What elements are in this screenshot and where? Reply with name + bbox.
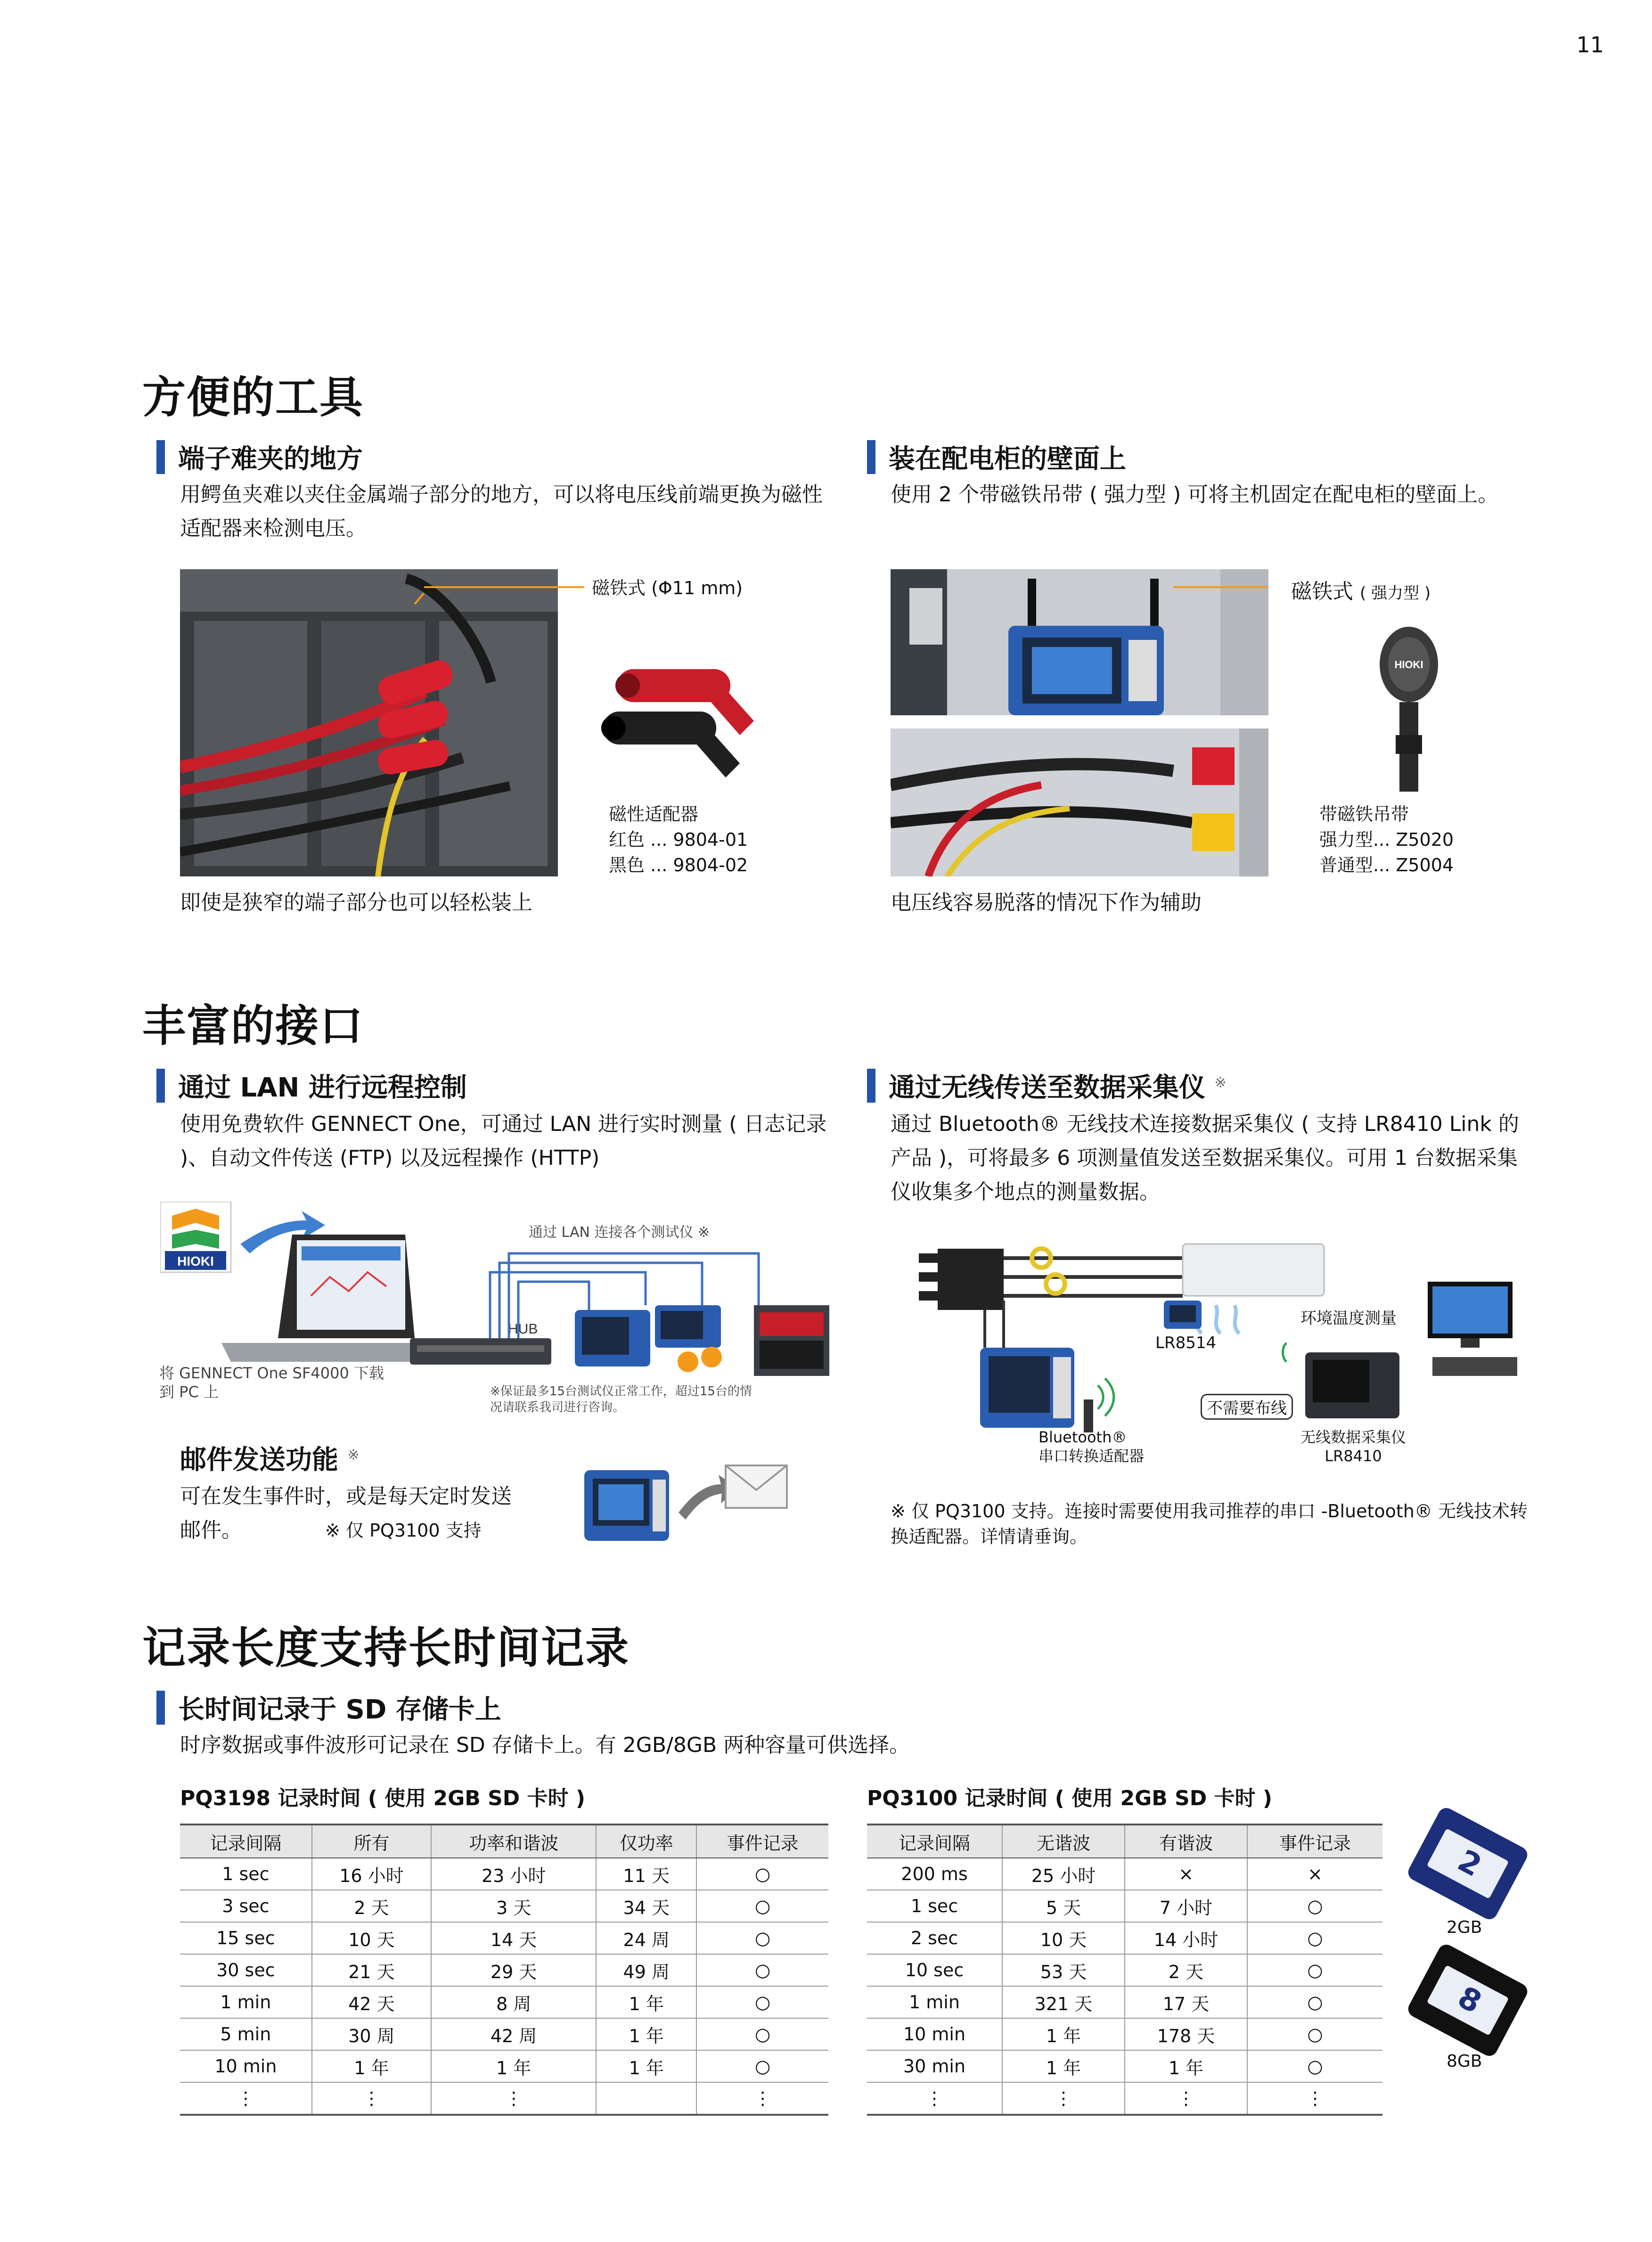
terminal-callout-line	[424, 586, 584, 588]
strap-logo: HIOKI	[1394, 659, 1423, 671]
logger-label	[1300, 1428, 1406, 1465]
table-cell: 3 天	[431, 1890, 596, 1922]
table-cell: 3 sec	[180, 1890, 312, 1922]
bt-adapter-line1: Bluetooth®	[1039, 1428, 1127, 1446]
table-row	[180, 2018, 828, 2050]
table-cell: 15 sec	[180, 1922, 312, 1954]
table-cell: 1 min	[867, 1986, 1002, 2018]
section-title-interface: 丰富的接口	[142, 1001, 364, 1051]
heading-terminal: 端子难夹的地方	[156, 438, 363, 476]
table-cell: 30 周	[312, 2018, 431, 2050]
table-cell: 5 min	[180, 2018, 312, 2050]
table-row	[867, 2082, 1382, 2115]
sd-card-8gb-text: 8	[1452, 1980, 1487, 2021]
terminal-text: 用鳄鱼夹难以夹住金属端子部分的地方，可以将电压线前端更换为磁性适配器来检测电压。	[180, 483, 823, 540]
table-cell: 1 sec	[867, 1890, 1002, 1922]
table-row	[867, 1890, 1382, 1922]
table-row	[867, 1954, 1382, 1986]
strap-spec-normal: 普通型... Z5004	[1319, 855, 1454, 876]
table-cell: 7 小时	[1125, 1890, 1247, 1922]
table-cell: 49 周	[596, 1954, 696, 1986]
table-header-cell: 有谐波	[1125, 1825, 1247, 1858]
table-cell: 29 天	[431, 1954, 596, 1986]
table-cell: ⋮	[1125, 2082, 1247, 2115]
magnet-callout: 磁铁式 (Φ11 mm)	[592, 578, 743, 598]
table-cell: 2 天	[312, 1890, 431, 1922]
table-row	[180, 1922, 828, 1954]
table-row	[180, 1954, 828, 1986]
table-row	[180, 2050, 828, 2082]
wireless-diagram	[919, 1235, 1522, 1463]
strap-callout-sub: ( 强力型 )	[1360, 584, 1431, 603]
mail-diagram	[584, 1456, 792, 1552]
table-cell: 14 天	[431, 1922, 596, 1954]
table-cell: 1 年	[596, 2050, 696, 2082]
lan-connect-label: 通过 LAN 连接各个测试仪 ※	[529, 1224, 710, 1241]
heading-wireless	[867, 1067, 1227, 1105]
table-cell: 11 天	[596, 1858, 696, 1890]
table-header-cell: 事件记录	[1247, 1825, 1382, 1858]
strap-spec-strong: 强力型... Z5020	[1319, 829, 1454, 850]
table-cell: 25 小时	[1002, 1858, 1125, 1890]
table-cell: 10 min	[867, 2018, 1002, 2050]
table-pq3100	[867, 1824, 1382, 2116]
magnetic-adapter-image	[589, 641, 777, 784]
adapter-spec-title: 磁性适配器	[609, 804, 699, 825]
table-cell: 53 天	[1002, 1954, 1125, 1986]
table-cell: 200 ms	[867, 1858, 1002, 1890]
table-cell: ○	[696, 2018, 828, 2050]
table-cell: 1 sec	[180, 1858, 312, 1890]
table-cell: ○	[1247, 2050, 1382, 2082]
table-header-cell: 记录间隔	[180, 1825, 312, 1858]
table-cell: 10 sec	[867, 1954, 1002, 1986]
table-cell: 42 天	[312, 1986, 431, 2018]
wireless-text: 通过 Bluetooth® 无线技术连接数据采集仪 ( 支持 LR8410 Link 的产品 )，可将最多 6 项测量值发送至数据采集仪。可用 1 台数据采集仪收集多个地点的测量数据。	[891, 1112, 1519, 1204]
lan-note: ※保证最多15台测试仪正常工作，超过15台的情况请联系我司进行咨询。	[490, 1384, 752, 1415]
table-cell: 24 周	[596, 1922, 696, 1954]
lan-download-text: 将 GENNECT One SF4000 下载到 PC 上	[159, 1364, 384, 1401]
table2-title: PQ3100 记录时间 ( 使用 2GB SD 卡时 )	[867, 1786, 1273, 1810]
table-row	[180, 1890, 828, 1922]
table-cell: ×	[1125, 1858, 1247, 1890]
wall-mount-text: 使用 2 个带磁铁吊带 ( 强力型 ) 可将主机固定在配电柜的壁面上。	[891, 483, 1499, 507]
table-cell: 1 年	[1125, 2050, 1247, 2082]
table-cell: 16 小时	[312, 1858, 431, 1890]
table-row	[867, 1922, 1382, 1954]
table-cell: ○	[696, 1890, 828, 1922]
table-cell: 10 min	[180, 2050, 312, 2082]
terminal-caption: 即使是狭窄的端子部分也可以轻松装上	[180, 891, 532, 915]
table-cell: ○	[1247, 1922, 1382, 1954]
wireless-note: ※ 仅 PQ3100 支持。连接时需要使用我司推荐的串口 -Bluetooth® 无线技术转换适配器。详情请垂询。	[891, 1501, 1528, 1547]
table-cell: 34 天	[596, 1890, 696, 1922]
table-cell: 1 年	[312, 2050, 431, 2082]
table-cell: ⋮	[867, 2082, 1002, 2115]
section-title-recording: 记录长度支持长时间记录	[142, 1623, 630, 1673]
table-cell: 8 周	[431, 1986, 596, 2018]
table-cell: 2 天	[1125, 1954, 1247, 1986]
table-row	[867, 1986, 1382, 2018]
logger-line2: LR8410	[1325, 1447, 1382, 1465]
table-row	[867, 2018, 1382, 2050]
heading-bar	[867, 1069, 875, 1103]
table-cell: ⋮	[1002, 2082, 1125, 2115]
table-cell: 1 年	[1002, 2018, 1125, 2050]
table-cell: ⋮	[696, 2082, 828, 2115]
heading-sd: 长时间记录于 SD 存储卡上	[156, 1689, 501, 1727]
table-header-cell: 仅功率	[596, 1825, 696, 1858]
sd-card-8gb-label: 8GB	[1447, 2052, 1482, 2071]
mail-mark: ※	[347, 1447, 360, 1464]
section-title-tools: 方便的工具	[142, 372, 364, 423]
strap-spec-title: 带磁铁吊带	[1319, 804, 1409, 825]
sd-card-2gb-image	[1405, 1805, 1530, 1923]
wall-mount-caption: 电压线容易脱落的情况下作为辅助	[891, 891, 1202, 915]
wall-mount-photo-top	[891, 569, 1268, 715]
sd-card-2gb-label: 2GB	[1447, 1918, 1482, 1937]
magnetic-strap-image	[1376, 622, 1442, 798]
table-cell: 14 小时	[1125, 1922, 1247, 1954]
wireless-mark: ※	[1214, 1074, 1227, 1091]
table-cell: ⋮	[180, 2082, 312, 2115]
heading-mail	[180, 1439, 360, 1477]
heading-wireless-text: 通过无线传送至数据采集仪	[889, 1072, 1205, 1103]
no-wiring-label: 不需要布线	[1201, 1394, 1293, 1420]
table-header-cell: 记录间隔	[867, 1825, 1002, 1858]
wall-mount-photo-bottom	[891, 728, 1268, 876]
table-header-cell: 功率和谐波	[431, 1825, 596, 1858]
logger-line1: 无线数据采集仪	[1300, 1428, 1407, 1446]
lr8514-label: LR8514	[1155, 1334, 1217, 1352]
table-cell: ⋮	[431, 2082, 596, 2115]
table1-title: PQ3198 记录时间 ( 使用 2GB SD 卡时 )	[180, 1786, 586, 1810]
hub-label: HUB	[508, 1321, 538, 1337]
table-cell: 1 min	[180, 1986, 312, 2018]
table-cell: 321 天	[1002, 1986, 1125, 2018]
bt-adapter-line2: 串口转换适配器	[1039, 1447, 1145, 1465]
table-cell: 23 小时	[431, 1858, 596, 1890]
env-temp-label: 环境温度测量	[1300, 1309, 1397, 1328]
heading-lan: 通过 LAN 进行远程控制	[156, 1067, 467, 1105]
adapter-spec-red: 红色 ... 9804-01	[609, 829, 748, 850]
page-number: 11	[1576, 32, 1604, 57]
mail-note: ※ 仅 PQ3100 支持	[325, 1520, 482, 1541]
table-cell: ⋮	[312, 2082, 431, 2115]
table-cell: 1 年	[431, 2050, 596, 2082]
table-cell: 10 天	[312, 1922, 431, 1954]
table-header-cell: 事件记录	[696, 1825, 828, 1858]
table-row	[180, 1858, 828, 1890]
table-row	[180, 2082, 828, 2115]
table-cell: 5 天	[1002, 1890, 1125, 1922]
table-cell: ○	[1247, 1954, 1382, 1986]
table-header-cell: 无谐波	[1002, 1825, 1125, 1858]
table-header-cell: 所有	[312, 1825, 431, 1858]
terminal-photo	[180, 569, 558, 876]
table-cell: 10 天	[1002, 1922, 1125, 1954]
table-cell: 30 min	[867, 2050, 1002, 2082]
table-cell: 2 sec	[867, 1922, 1002, 1954]
sd-text: 时序数据或事件波形可记录在 SD 存储卡上。有 2GB/8GB 两种容量可供选择。	[180, 1733, 910, 1757]
table-cell: ○	[696, 1954, 828, 1986]
table-cell: 1 年	[596, 2018, 696, 2050]
table-cell	[596, 2082, 696, 2115]
lan-text: 使用免费软件 GENNECT One，可通过 LAN 进行实时测量 ( 日志记录 )、自动文件传送 (FTP) 以及远程操作 (HTTP)	[180, 1112, 827, 1170]
table-cell: ○	[1247, 2018, 1382, 2050]
table-cell: ○	[696, 1986, 828, 2018]
strap-callout	[1291, 575, 1431, 610]
table-cell: 178 天	[1125, 2018, 1247, 2050]
sd-card-8gb-image	[1405, 1942, 1530, 2059]
table-cell: ○	[1247, 1890, 1382, 1922]
table-cell: 17 天	[1125, 1986, 1247, 2018]
table-row	[867, 2050, 1382, 2082]
mail-text: 可在发生事件时，或是每天定时发送邮件。	[180, 1484, 512, 1542]
table-cell: 42 周	[431, 2018, 596, 2050]
heading-wall-mount: 装在配电柜的壁面上	[867, 438, 1126, 476]
adapter-spec-black: 黑色 ... 9804-02	[609, 855, 748, 876]
table-cell: ○	[1247, 1986, 1382, 2018]
table-cell: ○	[696, 2050, 828, 2082]
table-cell: 30 sec	[180, 1954, 312, 1986]
table-cell: ○	[696, 1922, 828, 1954]
table-pq3198	[180, 1824, 828, 2116]
table-cell: ×	[1247, 1858, 1382, 1890]
bt-adapter-label	[1039, 1428, 1144, 1465]
table-cell: ○	[696, 1858, 828, 1890]
wall-callout-line	[1173, 586, 1268, 588]
strap-callout-main: 磁铁式	[1291, 580, 1353, 604]
sd-card-2gb-text: 2	[1452, 1843, 1487, 1884]
table-row	[180, 1986, 828, 2018]
table-cell: 1 年	[596, 1986, 696, 2018]
table-cell: 1 年	[1002, 2050, 1125, 2082]
table-cell: 21 天	[312, 1954, 431, 1986]
heading-mail-text: 邮件发送功能	[180, 1445, 338, 1475]
table-row	[867, 1858, 1382, 1890]
hioki-logo: HIOKI	[177, 1254, 214, 1268]
table-cell: ⋮	[1247, 2082, 1382, 2115]
